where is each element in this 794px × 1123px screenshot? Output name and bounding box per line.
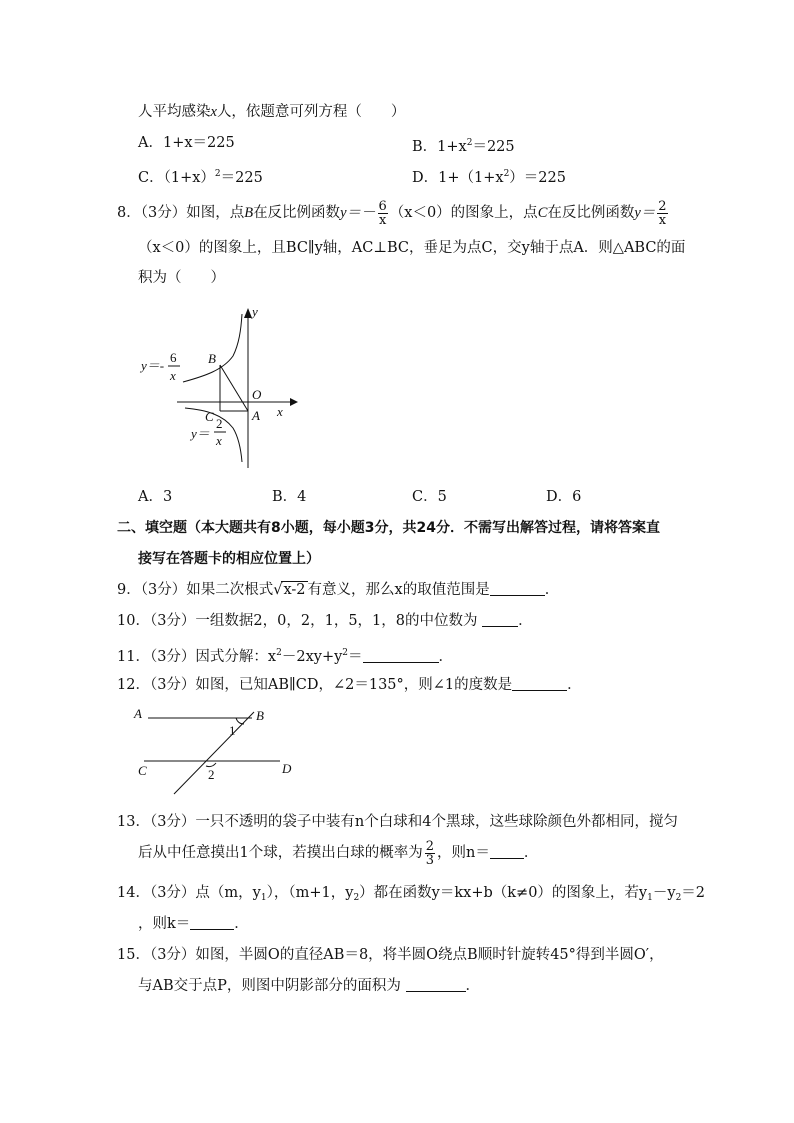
- eq1-den: x: [170, 368, 176, 383]
- segment-ab: [220, 365, 248, 411]
- q12-answer-blank: [512, 676, 567, 691]
- eq1-num: 6: [170, 350, 177, 365]
- q8-line1: 8．（3分）如图，点B在反比例函数y＝－ $\frac{6}{x}$ （x＜0）的图象上，点C在反比例函数y＝ $\frac{2}{x}$: [117, 198, 667, 228]
- q15-answer-blank: [406, 977, 466, 992]
- q12: 12．（3分）如图，已知AB∥CD，∠2＝135°，则∠1的度数是 ．: [117, 677, 582, 693]
- q8-fraction-1: $\frac{6}{x}$: [378, 198, 387, 228]
- q15-line2: 与AB交于点P，则图中阴影部分的面积为 ．: [138, 978, 480, 994]
- q9: 9．（3分）如果二次根式√x-2 有意义，那么x的取值范围是 ．: [117, 582, 560, 598]
- q7-option-c: C．$(1+x)^2=225$: [138, 169, 263, 186]
- q7-stem: 人平均感染x人，依题意可列方程（ ）: [138, 104, 406, 120]
- q8-option-d: D．6: [546, 489, 582, 505]
- q14-line2: ，则k＝ ．: [138, 916, 249, 932]
- q15-line1: 15．（3分）如图，半圆O的直径AB＝8，将半圆O绕点B顺时针旋转45°得到半圆O′，: [117, 947, 664, 963]
- q14-line1: 14．（3分）点（m，$y_1$），（m+1，$y_2$）都在函数y＝kx+b（k≠0）的图象上，若$y_1-y_2=2$: [117, 885, 706, 903]
- q10-answer-blank: [482, 612, 518, 627]
- label-c: C: [205, 409, 214, 424]
- label-o: O: [252, 387, 262, 402]
- q13-line1: 13．（3分）一只不透明的袋子中装有n个白球和4个黑球，这些球除颜色外都相同，搅匀: [117, 814, 678, 830]
- eq1-prefix: y＝-: [141, 358, 165, 373]
- q8-line2: （x＜0）的图象上，且BC∥y轴，AC⊥BC，垂足为点C，交y轴于点A．则△ABC的面: [138, 240, 686, 256]
- point-a: A: [134, 706, 142, 721]
- q11-answer-blank: [363, 648, 439, 663]
- q9-answer-blank: [490, 581, 545, 596]
- q8-figure: [135, 300, 305, 475]
- sqrt-symbol-icon: √: [273, 582, 283, 598]
- point-c: C: [138, 763, 147, 778]
- y-axis-arrow-icon: [244, 308, 252, 318]
- q8-option-b: B．4: [272, 489, 307, 505]
- x-axis-arrow-icon: [290, 398, 298, 406]
- q8-line3: 积为（ ）: [138, 270, 225, 286]
- eq2-den: x: [216, 433, 222, 448]
- q13-line2: 后从中任意摸出1个球，若摸出白球的概率为 $\frac{2}{3}$ ，则n＝ ．: [138, 838, 539, 868]
- label-b: B: [208, 351, 216, 366]
- label-x: x: [277, 404, 283, 419]
- q13-fraction: $\frac{2}{3}$: [425, 838, 435, 868]
- label-y: y: [252, 304, 258, 319]
- angle-1-label: 1: [229, 723, 236, 738]
- section-2-heading: 二、填空题（本大题共有8小题，每小题3分，共24分．不需写出解答过程，请将答案直: [117, 520, 660, 536]
- q8-option-a: A．3: [138, 489, 173, 505]
- eq2-prefix: y＝: [191, 426, 210, 441]
- point-b: B: [256, 708, 264, 723]
- label-a: A: [252, 408, 260, 423]
- q13-answer-blank: [490, 844, 524, 859]
- section-2-heading-cont: 接写在答题卡的相应位置上）: [138, 551, 320, 567]
- q11: 11．（3分）因式分解：$x^2-2xy+y^2=$ ．: [117, 648, 454, 665]
- eq2-num: 2: [216, 416, 223, 431]
- q7-option-a: A．1+x＝225: [138, 135, 235, 151]
- angle-2-label: 2: [208, 767, 215, 782]
- q7-option-d: D．$1+(1+x^2)=225$: [412, 169, 566, 186]
- q7-option-b: B．$1+x^2=225$: [412, 138, 515, 155]
- q10: 10．（3分）一组数据2，0，2，1，5，1，8的中位数为 ．: [117, 613, 533, 629]
- point-d: D: [282, 761, 292, 776]
- q8-fraction-2: $\frac{2}{x}$: [658, 198, 667, 228]
- q14-answer-blank: [190, 915, 234, 930]
- q12-figure: [130, 700, 305, 800]
- curve-neg6-over-x: [183, 314, 242, 382]
- q8-option-c: C．5: [412, 489, 447, 505]
